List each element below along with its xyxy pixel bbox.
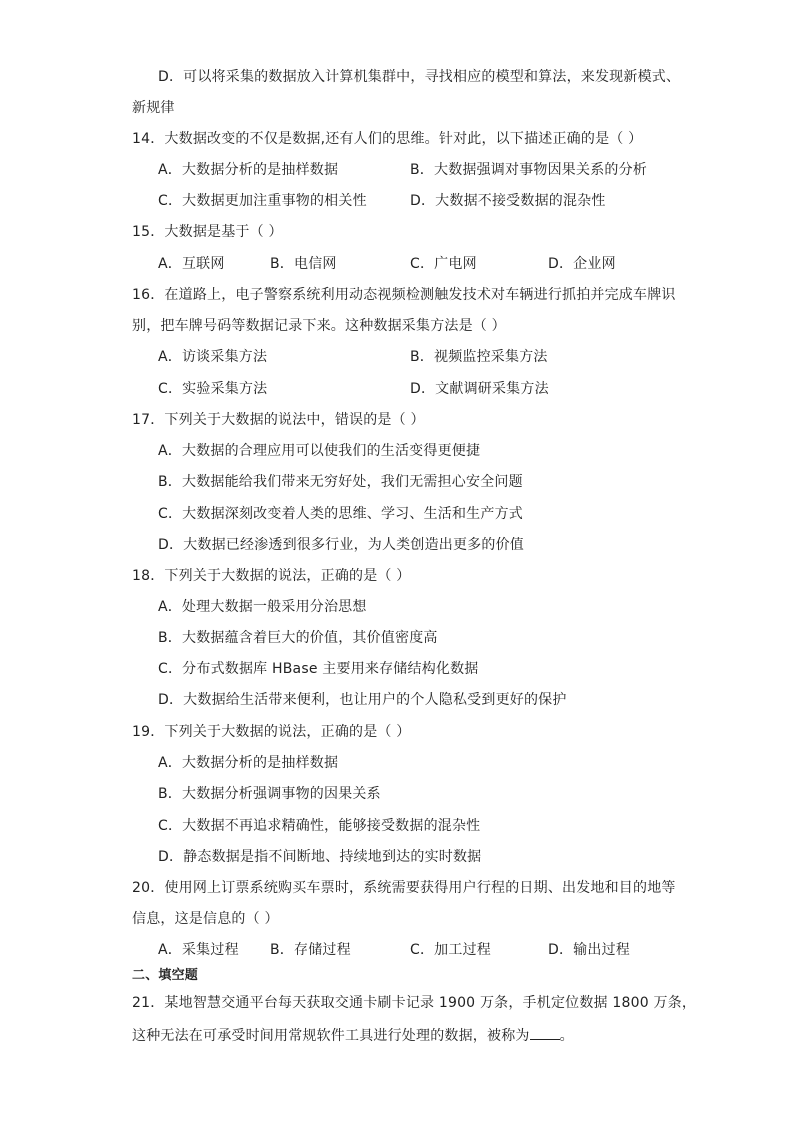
q16-stem-line2: 别，把车牌号码等数据记录下来。这种数据采集方法是（ ） xyxy=(132,318,506,334)
q17-option-b: B．大数据能给我们带来无穷好处，我们无需担心安全问题 xyxy=(158,474,523,490)
q15-option-b: B．电信网 xyxy=(270,256,337,272)
q18-option-d: D．大数据给生活带来便利，也让用户的个人隐私受到更好的保护 xyxy=(158,692,567,708)
q21-text-before-blank: 这种无法在可承受时间用常规软件工具进行处理的数据，被称为 xyxy=(132,1028,530,1044)
q15-option-d: D．企业网 xyxy=(548,256,616,272)
q14-option-a: A．大数据分析的是抽样数据 xyxy=(158,162,339,178)
q17-option-c: C．大数据深刻改变着人类的思维、学习、生活和生产方式 xyxy=(158,506,523,522)
q14-stem: 14．大数据改变的不仅是数据,还有人们的思维。针对此，以下描述正确的是（ ） xyxy=(132,131,643,147)
q14-option-b: B．大数据强调对事物因果关系的分析 xyxy=(410,162,648,178)
q14-option-c: C．大数据更加注重事物的相关性 xyxy=(158,193,367,209)
q16-option-b: B．视频监控采集方法 xyxy=(410,349,548,365)
q13-option-d-line1: D．可以将采集的数据放入计算机集群中，寻找相应的模型和算法，来发现新模式、 xyxy=(158,69,681,85)
q18-option-a: A．处理大数据一般采用分治思想 xyxy=(158,599,367,615)
q19-stem: 19．下列关于大数据的说法，正确的是（ ） xyxy=(132,724,411,740)
q17-stem: 17．下列关于大数据的说法中，错误的是（ ） xyxy=(132,412,425,428)
q21-stem-line2 xyxy=(132,1025,574,1045)
q16-stem-line1: 16．在道路上，电子警察系统利用动态视频检测触发技术对车辆进行抓拍并完成车牌识 xyxy=(132,287,676,303)
q20-option-d: D．输出过程 xyxy=(548,942,630,958)
q20-stem-line1: 20．使用网上订票系统购买车票时，系统需要获得用户行程的日期、出发地和目的地等 xyxy=(132,880,676,896)
q18-option-b: B．大数据蕴含着巨大的价值，其价值密度高 xyxy=(158,630,438,646)
q21-stem-line1: 21．某地智慧交通平台每天获取交通卡刷卡记录 1900 万条，手机定位数据 1800 万条， xyxy=(132,995,697,1011)
q17-option-a: A．大数据的合理应用可以使我们的生活变得更便捷 xyxy=(158,443,481,459)
q19-option-b: B．大数据分析强调事物的因果关系 xyxy=(158,786,381,802)
q15-option-a: A．互联网 xyxy=(158,256,225,272)
q15-option-c: C．广电网 xyxy=(410,256,477,272)
q20-option-a: A．采集过程 xyxy=(158,942,239,958)
q15-stem: 15．大数据是基于（ ） xyxy=(132,224,283,240)
q16-option-c: C．实验采集方法 xyxy=(158,381,268,397)
q21-text-after-blank: 。 xyxy=(559,1028,574,1044)
q20-option-c: C．加工过程 xyxy=(410,942,491,958)
q18-option-c: C．分布式数据库 HBase 主要用来存储结构化数据 xyxy=(158,661,479,677)
q19-option-d: D．静态数据是指不间断地、持续地到达的实时数据 xyxy=(158,849,482,865)
section-title-fill-in: 二、填空题 xyxy=(132,968,199,983)
q17-option-d: D．大数据已经渗透到很多行业，为人类创造出更多的价值 xyxy=(158,537,524,553)
q19-option-a: A．大数据分析的是抽样数据 xyxy=(158,755,339,771)
q20-option-b: B．存储过程 xyxy=(270,942,351,958)
q16-option-d: D．文献调研采集方法 xyxy=(410,381,549,397)
q16-option-a: A．访谈采集方法 xyxy=(158,349,268,365)
q13-option-d-line2: 新规律 xyxy=(132,100,175,116)
q14-option-d: D．大数据不接受数据的混杂性 xyxy=(410,193,606,209)
q20-stem-line2: 信息，这是信息的（ ） xyxy=(132,911,279,927)
q19-option-c: C．大数据不再追求精确性，能够接受数据的混杂性 xyxy=(158,818,481,834)
q21-answer-blank xyxy=(530,1025,560,1040)
q18-stem: 18．下列关于大数据的说法，正确的是（ ） xyxy=(132,568,411,584)
